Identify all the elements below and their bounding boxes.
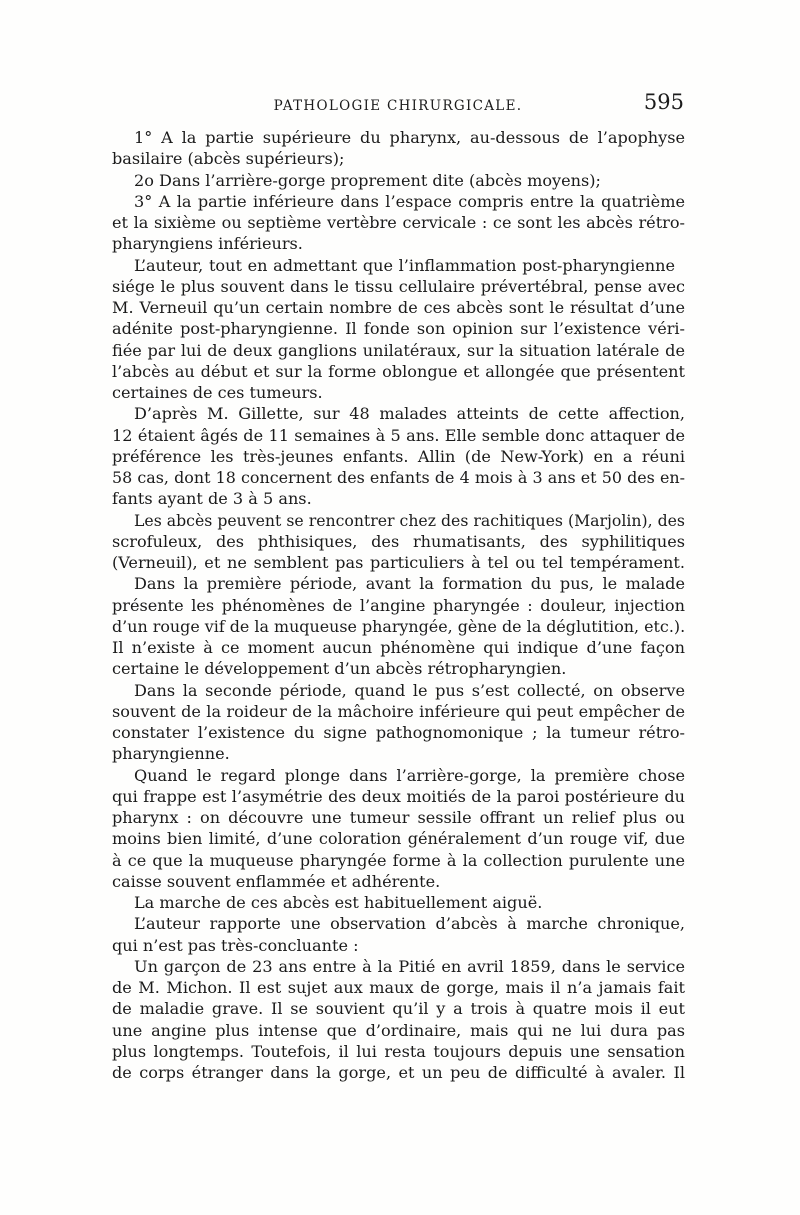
- text-line: fiée par lui de deux ganglions unilatéraux, sur la situation latérale de: [112, 340, 685, 360]
- text-line: qui n’est pas très-concluante :: [112, 935, 359, 955]
- text-line: M. Verneuil qu’un certain nombre de ces abcès sont le résultat d’une: [112, 298, 685, 317]
- text-line: Il n’existe à ce moment aucun phénomène qui indique d’une façon: [112, 638, 685, 657]
- text-line: L’auteur rapporte une observation d’abcès à marche chronique,: [134, 914, 685, 934]
- body-text: [112, 127, 685, 1083]
- text-line: à ce que la muqueuse pharyngée forme à la collection purulente une: [112, 850, 685, 870]
- text-line: et la sixième ou septième vertèbre cervicale : ce sont les abcès rétro-: [112, 213, 685, 232]
- text-line: l’abcès au début et sur la forme oblongue et allongée que présentent: [112, 361, 685, 381]
- text-line: constater l’existence du signe pathognomonique ; la tumeur rétro-: [112, 723, 685, 742]
- text-line: moins bien limité, d’une coloration généralement d’un rouge vif, due: [112, 829, 685, 849]
- text-line: une angine plus intense que d’ordinaire, mais qui ne lui dura pas: [112, 1020, 685, 1040]
- page-number: 595: [643, 90, 684, 114]
- text-line: basilaire (abcès supérieurs);: [112, 149, 345, 169]
- text-line: 58 cas, dont 18 concernent des enfants de 4 mois à 3 ans et 50 des en-: [112, 468, 685, 487]
- text-line: Quand le regard plonge dans l’arrière-gorge, la première chose: [134, 765, 685, 785]
- text-line: caisse souvent enflammée et adhérente.: [112, 871, 441, 891]
- text-line: de corps étranger dans la gorge, et un peu de difficulté à avaler. Il: [112, 1063, 685, 1082]
- text-line: pharyngienne.: [112, 744, 230, 764]
- text-line: La marche de ces abcès est habituellement aiguë.: [134, 893, 543, 912]
- text-line: siége le plus souvent dans le tissu cellulaire prévertébral, pense avec: [112, 276, 685, 296]
- text-line: qui frappe est l’asymétrie des deux moitiés de la paroi postérieure du: [112, 786, 685, 806]
- running-title: PATHOLOGIE CHIRURGICALE.: [273, 98, 523, 114]
- text-line: scrofuleux, des phthisiques, des rhumatisants, des syphilitiques: [112, 531, 685, 551]
- text-line: Les abcès peuvent se rencontrer chez des rachitiques (Marjolin), des: [134, 510, 685, 530]
- text-line: 12 étaient âgés de 11 semaines à 5 ans. Elle semble donc attaquer de: [112, 425, 685, 445]
- text-line: préférence les très-jeunes enfants. Allin (de New-York) en a réuni: [112, 446, 685, 466]
- text-line: (Verneuil), et ne semblent pas particuliers à tel ou tel tempérament.: [112, 553, 685, 572]
- text-line: Dans la première période, avant la formation du pus, le malade: [134, 574, 685, 594]
- text-line: de maladie grave. Il se souvient qu’il y a trois à quatre mois il eut: [112, 999, 685, 1019]
- text-line: L’auteur, tout en admettant que l’inflammation post-pharyngienne: [134, 255, 675, 275]
- text-line: pharynx : on découvre une tumeur sessile offrant un relief plus ou: [112, 808, 685, 827]
- text-line: 1° A la partie supérieure du pharynx, au-dessous de l’apophyse: [134, 128, 685, 147]
- text-line: certaines de ces tumeurs.: [112, 383, 323, 402]
- page-header: [112, 88, 684, 120]
- text-line: Un garçon de 23 ans entre à la Pitié en avril 1859, dans le service: [134, 956, 685, 976]
- text-line: présente les phénomènes de l’angine pharyngée : douleur, injection: [112, 595, 685, 615]
- text-line: D’après M. Gillette, sur 48 malades atteints de cette affection,: [134, 404, 685, 424]
- text-line: plus longtemps. Toutefois, il lui resta toujours depuis une sensation: [112, 1041, 685, 1061]
- text-line: 3° A la partie inférieure dans l’espace compris entre la quatrième: [134, 191, 685, 211]
- text-line: souvent de la roideur de la mâchoire inférieure qui peut empêcher de: [112, 701, 685, 721]
- text-line: d’un rouge vif de la muqueuse pharyngée, gène de la déglutition, etc.).: [112, 616, 685, 636]
- text-line: de M. Michon. Il est sujet aux maux de gorge, mais il n’a jamais fait: [112, 978, 685, 997]
- text-line: adénite post-pharyngienne. Il fonde son opinion sur l’existence véri-: [112, 319, 685, 339]
- text-line: 2o Dans l’arrière-gorge proprement dite (abcès moyens);: [134, 170, 601, 190]
- text-line: fants ayant de 3 à 5 ans.: [112, 489, 312, 509]
- text-line: pharyngiens inférieurs.: [112, 234, 303, 254]
- text-line: Dans la seconde période, quand le pus s’est collecté, on observe: [134, 680, 685, 700]
- text-line: certaine le développement d’un abcès rétropharyngien.: [112, 659, 567, 679]
